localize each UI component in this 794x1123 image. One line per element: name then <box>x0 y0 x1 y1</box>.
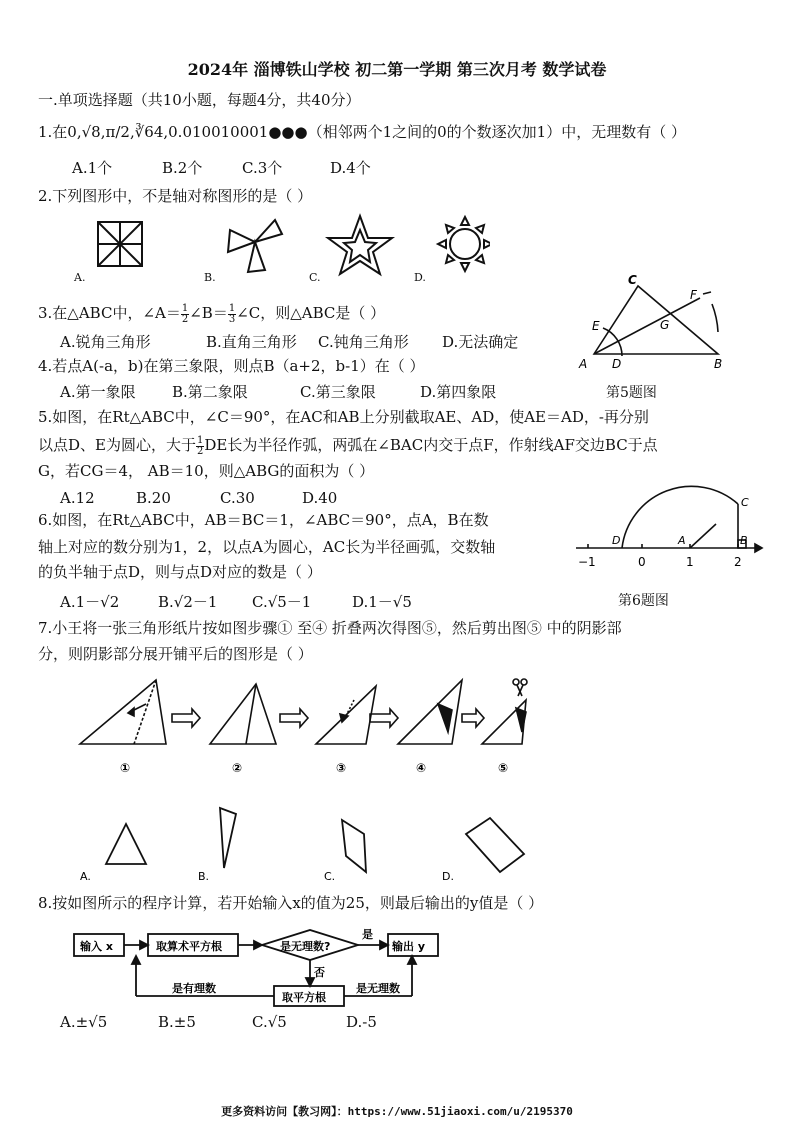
q7-fold-steps <box>76 672 556 778</box>
fig6-label-c: C <box>741 496 749 509</box>
fig6-caption: 第6题图 <box>618 593 669 609</box>
q4-stem: 4.若点A(-a，b)在第三象限，则点B（a+2，b-1）在（ ） <box>38 357 425 375</box>
q7-line1: 7.小王将一张三角形纸片按如图步骤① 至④ 折叠两次得图⑤，然后剪出图⑤ 中的阴影部 <box>38 619 622 637</box>
q7-label-d: D. <box>442 870 454 883</box>
fig6-tick-0: 0 <box>638 555 646 569</box>
q5-line2: 以点D、E为圆心，大于 $\frac{1}{2}$ DE长为半径作弧，两弧在∠BAC内交于点F，作射线AF交边BC于点 <box>38 434 658 457</box>
fig5-label-a: A <box>579 357 588 371</box>
q4-option-c: C.第三象限 <box>300 383 376 401</box>
section-heading: 一.单项选择题（共10小题，每题4分，共40分） <box>38 91 361 109</box>
q1-option-d: D.4个 <box>330 159 371 177</box>
fig5-label-d: D <box>612 357 622 371</box>
q7-line2: 分，则阴影部分展开铺平后的图形是（ ） <box>38 645 313 663</box>
q6-line1: 6.如图，在Rt△ABC中，AB＝BC＝1，∠ABC＝90°，点A，B在数 <box>38 511 489 529</box>
q3-option-a: A.锐角三角形 <box>60 333 151 351</box>
q5-option-a: A.12 <box>60 489 95 507</box>
fig6-label-d: D <box>612 534 621 547</box>
q6-option-c: C.√5－1 <box>252 593 312 611</box>
q5-option-b: B.20 <box>136 489 171 507</box>
q7-step-3: ③ <box>336 761 347 775</box>
q8-option-c: C.√5 <box>252 1013 287 1031</box>
q2-label-c: C. <box>309 271 321 284</box>
q8-stem: 8.按如图所示的程序计算，若开始输入x的值为25，则最后输出的y值是（ ） <box>38 894 544 912</box>
q8-option-b: B.±5 <box>158 1013 196 1031</box>
q7-label-a: A. <box>80 870 91 883</box>
fig5-label-b: B <box>714 357 723 371</box>
q7-label-b: B. <box>198 870 210 883</box>
q6-line2: 轴上对应的数分别为1，2，以点A为圆心，AC长为半径画弧，交数轴 <box>38 538 496 556</box>
q4-option-b: B.第二象限 <box>172 383 248 401</box>
q8-option-d: D.-5 <box>346 1013 377 1031</box>
q6-option-b: B.√2－1 <box>158 593 218 611</box>
fig5-label-f: F <box>690 288 697 302</box>
fig5-label-e: E <box>592 319 600 333</box>
flow-irrational: 是无理数 <box>356 982 400 995</box>
fig5-diagram <box>572 272 732 376</box>
q6-option-d: D.1－√5 <box>352 593 412 611</box>
q4-option-a: A.第一象限 <box>60 383 136 401</box>
fig6-tick-2: 2 <box>734 555 742 569</box>
q3-option-c: C.钝角三角形 <box>318 333 409 351</box>
fig6-label-b: B <box>740 534 748 547</box>
flow-yes: 是 <box>362 928 373 941</box>
q1-stem: 1.在0,√8,π/2,∛64,0.010010001●●●（相邻两个1之间的0的个数逐次加1）中，无理数有（ ） <box>38 123 686 141</box>
fig5-label-c: C <box>628 273 637 287</box>
flow-input: 输入 x <box>80 940 113 953</box>
flow-no: 否 <box>314 966 325 979</box>
q5-line1: 5.如图，在Rt△ABC中，∠C＝90°，在AC和AB上分别截取AE、AD，使AE＝AD，-再分别 <box>38 408 649 426</box>
fig5-caption: 第5题图 <box>606 385 657 401</box>
q7-step-1: ① <box>120 761 131 775</box>
q5-option-c: C.30 <box>220 489 255 507</box>
q2-label-a: A. <box>74 271 86 284</box>
q6-option-a: A.1－√2 <box>60 593 120 611</box>
q6-line3: 的负半轴于点D，则与点D对应的数是（ ） <box>38 563 322 581</box>
fig6-tick-m1: −1 <box>578 555 596 569</box>
q8-option-a: A.±√5 <box>60 1013 108 1031</box>
page-title: 2024年 淄博铁山学校 初二第一学期 第三次月考 数学试卷 <box>187 60 607 79</box>
q7-step-2: ② <box>232 761 243 775</box>
q7-step-4: ④ <box>416 761 427 775</box>
q8-flowchart <box>72 922 452 1008</box>
flow-decision: 是无理数? <box>280 940 331 953</box>
q5-line3: G，若CG＝4， AB＝10，则△ABG的面积为（ ） <box>38 462 375 480</box>
q2-figures <box>70 212 490 292</box>
q1-option-b: B.2个 <box>162 159 203 177</box>
q3-option-d: D.无法确定 <box>442 333 519 351</box>
flow-rational: 是有理数 <box>172 982 216 995</box>
flow-sqrt: 取算术平方根 <box>156 940 222 953</box>
q1-option-a: A.1个 <box>72 159 113 177</box>
q7-label-c: C. <box>324 870 336 883</box>
q4-option-d: D.第四象限 <box>420 383 497 401</box>
fig5-label-g: G <box>660 318 670 332</box>
q5-option-d: D.40 <box>302 489 338 507</box>
footer-link[interactable]: 更多资料访问【教习网】：https://www.51jiaoxi.com/u/2195370 <box>221 1105 573 1118</box>
q1-option-c: C.3个 <box>242 159 283 177</box>
q2-label-d: D. <box>414 271 426 284</box>
q2-label-b: B. <box>204 271 216 284</box>
q2-stem: 2.下列图形中，不是轴对称图形的是（ ） <box>38 187 313 205</box>
flow-output: 输出 y <box>392 940 425 953</box>
q7-step-5: ⑤ <box>498 761 509 775</box>
fig6-label-a: A <box>678 534 686 547</box>
q3-stem: 3.在△ABC中，∠A＝ $\frac{1}{2}$ ∠B＝ $\frac{1}{3}$ ∠C，则△ABC是（ ） <box>38 302 386 325</box>
flow-square-root: 取平方根 <box>282 991 326 1004</box>
fig6-diagram <box>572 478 768 580</box>
q7-answer-figures <box>80 798 540 884</box>
q3-option-b: B.直角三角形 <box>206 333 297 351</box>
fig6-tick-1: 1 <box>686 555 694 569</box>
